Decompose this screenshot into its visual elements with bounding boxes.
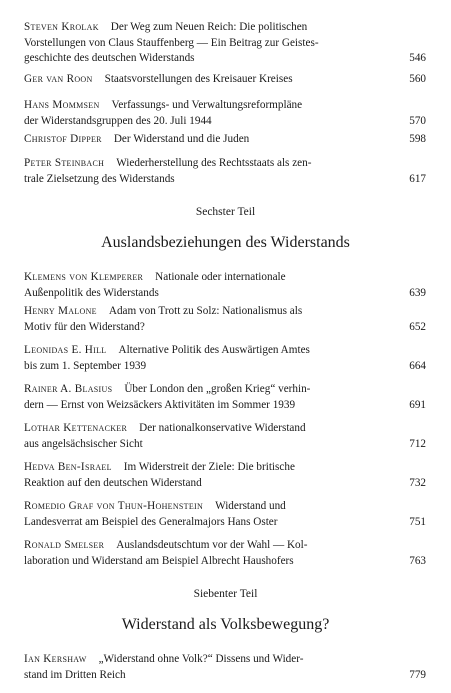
entry-page-number: 751	[409, 515, 426, 528]
entry-title: Verfassungs- und Verwaltungsreformpläne	[111, 99, 303, 111]
entry-title: Der Weg zum Neuen Reich: Die politischen	[110, 21, 308, 33]
entry-author: Christof Dipper	[24, 133, 102, 145]
entry-title: „Widerstand ohne Volk?“ Dissens und Wider-	[98, 653, 304, 665]
toc-entry-kettenacker	[24, 421, 426, 452]
entry-title-cont: stand im Dritten Reich	[24, 668, 126, 681]
entry-title-cont: geschichte des deutschen Widerstands	[24, 52, 195, 64]
toc-entry-krolak	[24, 20, 426, 67]
entry-page-number: 639	[409, 286, 426, 299]
entry-title-cont: Außenpolitik des Widerstands	[24, 286, 159, 299]
part-label: Sechster Teil	[195, 206, 256, 218]
entry-title-cont: Landesverrat am Beispiel des Generalmajors Hans Oster	[24, 515, 278, 528]
entry-title-cont: der Widerstandsgruppen des 20. Juli 1944	[24, 114, 212, 127]
entry-title: Alternative Politik des Auswärtigen Amtes	[118, 344, 310, 356]
toc-entry-van-roon	[24, 72, 426, 88]
entry-title: Staatsvorstellungen des Kreisauer Kreises	[104, 73, 293, 85]
entry-title: Wiederherstellung des Rechtsstaats als zen-	[116, 157, 312, 169]
part-title: Auslandsbeziehungen des Widerstands	[101, 234, 350, 251]
entry-title: Im Widerstreit der Ziele: Die britische	[123, 461, 295, 473]
entry-author: Lothar Kettenacker	[24, 422, 128, 434]
entry-author: Ian Kershaw	[24, 653, 87, 665]
entry-title: Nationale oder internationale	[155, 271, 286, 283]
entry-page-number: 664	[409, 359, 426, 372]
entry-title-cont: laboration und Widerstand am Beispiel Albrecht Haushofers	[24, 554, 294, 567]
toc-entry-klemperer	[24, 270, 426, 301]
toc-entry-kershaw	[24, 652, 426, 683]
entry-page-number: 652	[409, 320, 426, 333]
toc-entry-malone	[24, 304, 426, 335]
entry-page-number: 546	[409, 52, 426, 64]
toc-entry-mommsen	[24, 98, 426, 129]
entry-page-number: 712	[409, 437, 426, 450]
entry-page-number: 691	[409, 398, 426, 411]
entry-author: Hans Mommsen	[24, 99, 100, 111]
entry-title-cont: Reaktion auf den deutschen Widerstand	[24, 476, 202, 489]
entry-author: Leonidas E. Hill	[24, 344, 107, 356]
entry-author: Hedva Ben-Israel	[24, 461, 112, 473]
entry-title-cont: Motiv für den Widerstand?	[24, 320, 145, 333]
entry-title-cont: Vorstellungen von Claus Stauffenberg — Ein Beitrag zur Geistes-	[24, 36, 319, 49]
toc-entry-thun-hohenstein	[24, 499, 426, 530]
toc-entry-steinbach	[24, 156, 426, 187]
entry-author: Romedio Graf von Thun-Hohenstein	[24, 500, 204, 512]
entry-author: Klemens von Klemperer	[24, 271, 144, 283]
entry-title-cont: aus angelsächsischer Sicht	[24, 437, 143, 450]
entry-page-number: 560	[409, 73, 426, 85]
entry-author: Ger van Roon	[24, 73, 93, 85]
entry-title-cont: bis zum 1. September 1939	[24, 359, 147, 372]
entry-title: Über London den „großen Krieg“ verhin-	[124, 383, 311, 395]
entry-title: Der Widerstand und die Juden	[113, 133, 250, 145]
entry-author: Henry Malone	[24, 305, 97, 317]
entry-author: Rainer A. Blasius	[24, 383, 113, 395]
entry-page-number: 732	[409, 476, 426, 489]
part-label: Siebenter Teil	[193, 588, 258, 600]
entry-page-number: 617	[409, 172, 426, 185]
entry-title-cont: dern — Ernst von Weizsäckers Aktivitäten im Sommer 1939	[24, 398, 296, 411]
entry-title: Adam von Trott zu Solz: Nationalismus als	[108, 305, 303, 317]
toc-entry-smelser	[24, 538, 426, 569]
entry-page-number: 763	[409, 554, 426, 567]
entry-page-number: 598	[409, 133, 426, 145]
toc-entry-ben-israel	[24, 460, 426, 491]
entry-page-number: 779	[409, 668, 426, 681]
entry-author: Steven Krolak	[24, 21, 99, 33]
entry-title: Der nationalkonservative Widerstand	[139, 422, 306, 434]
toc-entry-hill	[24, 343, 426, 374]
entry-author: Peter Steinbach	[24, 157, 105, 169]
entry-title-cont: trale Zielsetzung des Widerstands	[24, 172, 175, 185]
entry-title: Auslandsdeutschtum vor der Wahl — Kol-	[116, 539, 308, 551]
entry-title: Widerstand und	[215, 500, 286, 512]
toc-entry-blasius	[24, 382, 426, 413]
part-title: Widerstand als Volksbewegung?	[121, 616, 330, 633]
entry-author: Ronald Smelser	[24, 539, 105, 551]
entry-page-number: 570	[409, 114, 426, 127]
toc-entry-dipper	[24, 132, 426, 148]
